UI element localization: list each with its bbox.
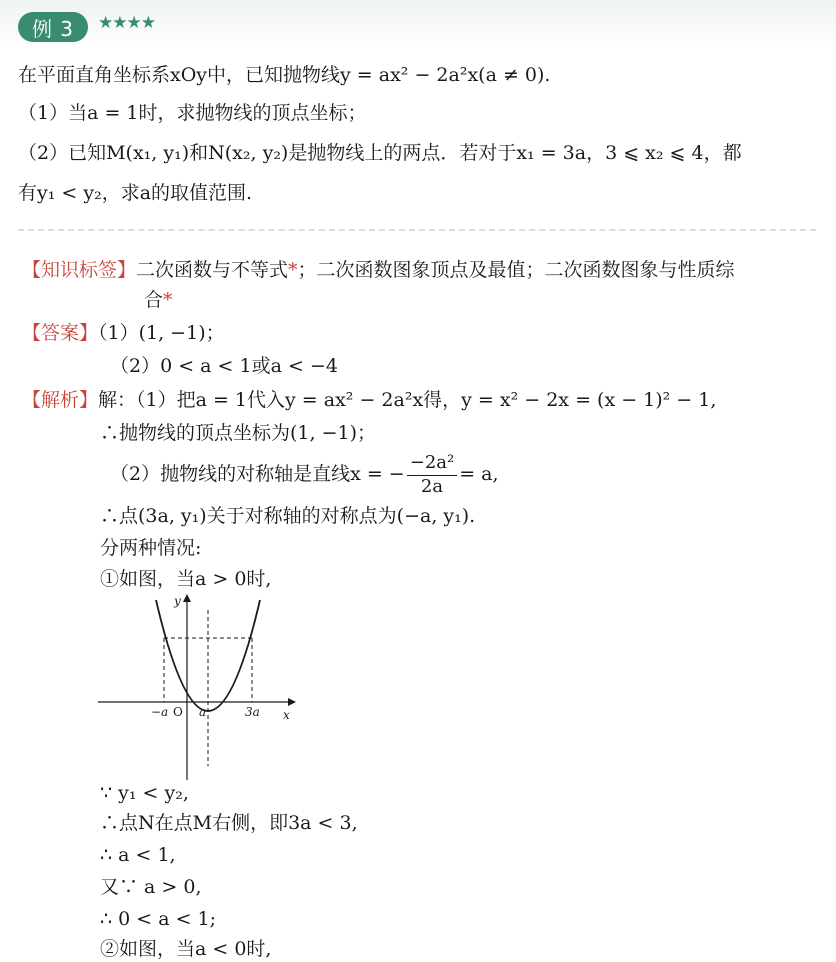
- analysis-line-11: ∴ 0 < a < 1;: [100, 908, 217, 930]
- answer-label: 【答案】: [22, 322, 99, 344]
- analysis-line-10: 又∵ a > 0,: [100, 876, 202, 898]
- knowledge-tags-line: [22, 257, 735, 283]
- analysis-line-8: ∴点N在点M右侧，即3a < 3,: [100, 812, 358, 834]
- analysis-line-12: ②如图，当a < 0时,: [100, 938, 272, 960]
- section-divider: [18, 229, 816, 231]
- difficulty-stars-icon: ★★★★: [98, 13, 155, 33]
- analysis-line-5: 分两种情况:: [100, 537, 202, 559]
- knowledge-label: 【知识标签】: [22, 259, 137, 281]
- fraction: [407, 452, 457, 498]
- analysis-line-7: ∵ y₁ < y₂,: [100, 782, 189, 804]
- analysis-line-1: [22, 387, 716, 413]
- answer-part-2: （2）0 < a < 1或a < −4: [110, 355, 338, 377]
- problem-line-4: 有y₁ < y₂，求a的取值范围.: [18, 182, 253, 204]
- axis-of-symmetry-text: （2）抛物线的对称轴是直线x = −: [110, 463, 405, 485]
- answer-part-1: （1）(1, −1)；: [98, 322, 225, 344]
- example-badge: 例 3: [18, 12, 88, 42]
- origin-label: O: [173, 705, 183, 719]
- analysis-line-3: [110, 452, 499, 498]
- knowledge-tags-line-2: [144, 287, 173, 313]
- fraction-numerator: −2a²: [407, 452, 457, 476]
- x-axis-label: x: [283, 708, 290, 722]
- analysis-line-4: ∴点(3a, y₁)关于对称轴的对称点为(−a, y₁).: [100, 505, 476, 527]
- problem-line-1: 在平面直角坐标系xOy中，已知抛物线y = ax² − 2a²x(a ≠ 0).: [18, 64, 551, 86]
- key-point-star-2: *: [163, 289, 173, 311]
- tick-neg-a: −a: [151, 705, 169, 719]
- knowledge-tag-1: 二次函数与不等式: [136, 259, 289, 281]
- analysis-line-9: ∴ a < 1,: [100, 844, 176, 866]
- analysis-line-2: ∴抛物线的顶点坐标为(1, −1)；: [100, 422, 377, 444]
- fraction-denominator: 2a: [420, 476, 444, 497]
- analysis-label: 【解析】: [22, 389, 99, 411]
- answer-line-1: [22, 320, 225, 346]
- analysis-step-1: 解：（1）把a = 1代入y = ax² − 2a²x得，y = x² − 2x = (x − 1)² − 1,: [98, 389, 717, 411]
- tick-3a: 3a: [245, 705, 260, 719]
- parabola-graph: [98, 590, 298, 780]
- problem-line-3: （2）已知M(x₁, y₁)和N(x₂, y₂)是抛物线上的两点．若对于x₁ = 3a，3 ⩽ x₂ ⩽ 4，都: [18, 142, 742, 164]
- tick-a: a: [199, 705, 207, 719]
- knowledge-tags-wrap: 合: [144, 289, 164, 311]
- y-axis-arrow-icon: [183, 594, 191, 602]
- analysis-line-6: ①如图，当a > 0时,: [100, 568, 272, 590]
- x-axis-arrow-icon: [288, 698, 296, 706]
- axis-of-symmetry-result: = a,: [459, 463, 499, 485]
- key-point-star: *: [288, 259, 298, 281]
- problem-line-2: （1）当a = 1时，求抛物线的顶点坐标；: [18, 102, 367, 124]
- y-axis-label: y: [174, 594, 181, 608]
- knowledge-tags-rest: ；二次函数图象顶点及最值；二次函数图象与性质综: [297, 259, 735, 281]
